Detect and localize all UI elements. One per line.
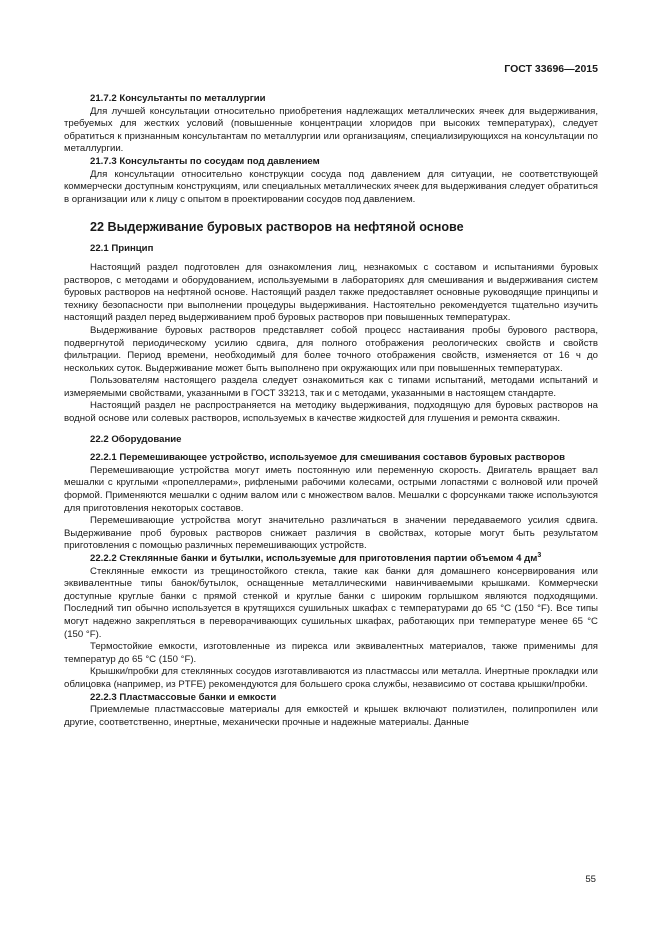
paragraph: Перемешивающие устройства могут значительно различаться в значении передаваемого усилия сдвига. Выдерживание проб буровых растворов снижает различия в свойствах, которые могут быть результатом приготовления с помощью различных перемешивающих устройств. [64,515,598,552]
heading-21-7-2: 21.7.2 Консультанты по металлургии [90,93,266,104]
page-number: 55 [585,874,596,885]
document-body [64,93,598,729]
paragraph: Термостойкие емкости, изготовленные из пирекса или эквивалентных материалов, также применимы для температур до 65 °С (150 °F). [64,641,598,665]
heading-22-2-2 [64,553,598,566]
paragraph: Пользователям настоящего раздела следует ознакомиться как с типами испытаний, методами испытаний и измеряемыми свойствами, указанными в ГОСТ 33213, так и с методами, указанными в настоящем стандарте. [64,375,598,399]
paragraph: Выдерживание буровых растворов представляет собой процесс настаивания пробы бурового раствора, подвергнутой периодическому усилию сдвига, для полного отображения реологических свойств и свойств фильтрации. Период времени, необходимый для более точного отображения свойств, изменяется от 16 ч до нескольких суток. Выдерживание может быть выполнено при окружающих или при повышенных температурах. [64,324,598,374]
heading-22-2-1: 22.2.1 Перемешивающее устройство, используемое для смешивания составов буровых растворов [90,452,565,464]
heading-22-1: 22.1 Принцип [90,243,154,255]
standard-code: ГОСТ 33696—2015 [504,63,598,75]
heading-22-2-2-text: 22.2.2 Стеклянные банки и бутылки, используемые для приготовления партии объемом 4 дм [90,553,538,564]
paragraph: Крышки/пробки для стеклянных сосудов изготавливаются из пластмассы или металла. Инертные прокладки или облицовка (например, из PTFE) рекомендуются для большего срока службы, независимо от состава крышки/пробки. [64,666,598,690]
paragraph: Настоящий раздел не распространяется на методику выдерживания, подходящую для буровых растворов на водной основе или солевых растворов, используемых в качестве жидкостей для глушения и ремонта скважин. [64,400,598,425]
superscript-3: 3 [537,552,542,559]
heading-21-7-3: 21.7.3 Консультанты по сосудам под давлением [90,155,320,167]
paragraph: Для консультации относительно конструкции сосуда под давлением для ситуации, не соответствующей коммерчески доступным конструкциям, или специальных металлических ячеек для выдерживания следует обратиться в организации или к лицу с опытом в проектировании сосудов под давлением. [64,168,598,205]
paragraph: Приемлемые пластмассовые материалы для емкостей и крышек включают полиэтилен, полипропилен или другие, соответственно, инертные, механически прочные и надежные материалы. Данные [64,704,598,728]
heading-22-2: 22.2 Оборудование [90,433,182,445]
paragraph: Настоящий раздел подготовлен для ознакомления лиц, незнакомых с составом и испытаниями буровых растворов, с методами и оборудованием, используемыми в лабораториях для смешивания и выдерживания систем буровых растворов на нефтяной основе. Настоящий раздел также предоставляет основные руководящие принципы и технику безопасности при выполнении процедуры выдерживания. Настоятельно рекомендуется тщательно изучить настоящий раздел перед выдерживанием проб буровых растворов при повышенных температурах. [64,261,598,324]
paragraph: Стеклянные емкости из трещиностойкого стекла, такие как банки для домашнего консервирования или эквивалентные типы банок/бутылок, оснащенные металлическими навинчиваемыми крышками. Коммерчески доступные круглые банки с прямой стенкой и круглые банки с широким горлышком являются подходящими. Последний тип обычно используется в крутящихся сушильных шкафах с температурами до 65 °С (150 °F). Все типы могут надежно закрепляться в переворачивающих сушильных шкафах, работающих при температуре менее 65 °С (150 °F). [64,565,598,640]
paragraph: Для лучшей консультации относительно приобретения надлежащих металлических ячеек для выдерживания, требуемых для жестких условий (повышенные концентрации хлоридов при высоких температурах), следует обратиться к признанным консультантам по металлургии или организациям, специализирующихся на консультации по металлургии. [64,105,598,155]
heading-22-2-3: 22.2.3 Пластмассовые банки и емкости [90,691,277,703]
paragraph: Перемешивающие устройства могут иметь постоянную или переменную скорость. Двигатель вращает вал мешалки с круглыми «пропеллерами», рифлеными рабочими колесами, острыми лопастями с волновой или прочей формой. Применяются мешалки с одним валом или с множеством валов. Мешалки с форсунками также используются для приготовления некоторых составов. [64,464,598,514]
section-heading-22: 22 Выдерживание буровых растворов на нефтяной основе [90,220,464,235]
